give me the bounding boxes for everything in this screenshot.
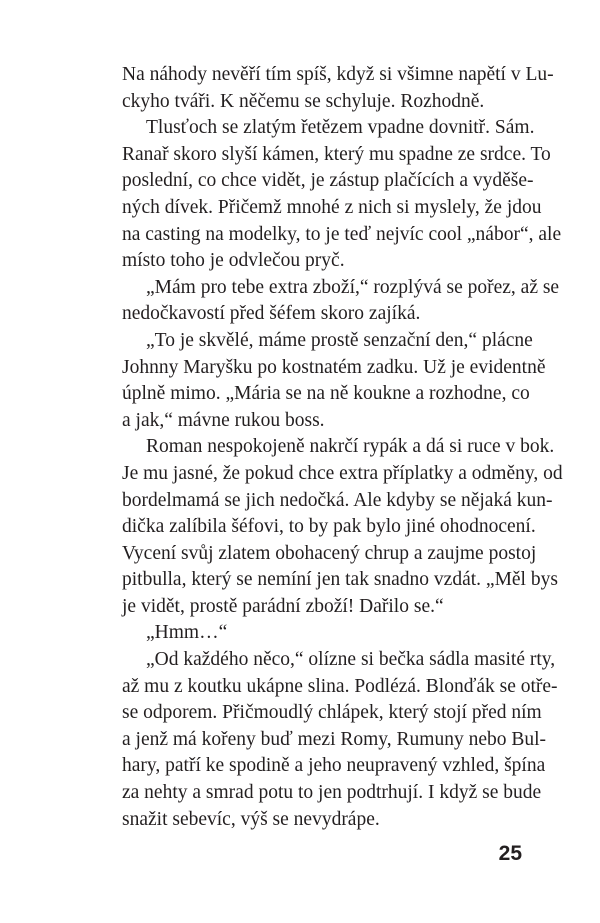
text-line: úplně mimo. „Mária se na ně koukne a rozhodne, co	[122, 383, 530, 405]
text-line: a jak,“ mávne rukou boss.	[122, 409, 325, 431]
text-line: pitbulla, který se nemíní jen tak snadno vzdát. „Měl bys	[122, 569, 558, 591]
text-line: „To je skvělé, máme prostě senzační den,“ plácne	[146, 329, 533, 351]
paragraph	[122, 62, 554, 115]
paragraph	[122, 328, 546, 434]
text-line: Johnny Maryšku po kostnatém zadku. Už je evidentně	[122, 356, 546, 378]
text-line: Ranař skoro slyší kámen, který mu spadne ze srdce. To	[122, 143, 551, 165]
text-line: „Od každého něco,“ olízne si bečka sádla masité rty,	[146, 649, 556, 671]
text-line: hary, patří ke spodině a jeho neupravený vzhled, špína	[122, 755, 546, 777]
text-line: ckyho tváři. K něčemu se schyluje. Rozhodně.	[122, 90, 485, 112]
paragraph	[122, 620, 522, 647]
text-line: Na náhody nevěří tím spíš, když si všimne napětí v Lu-	[122, 64, 554, 85]
text-line: a jenž má kořeny buď mezi Romy, Rumuny nebo Bul-	[122, 728, 547, 750]
text-line: nedočkavostí před šéfem skoro zajíká.	[122, 303, 421, 325]
body-text	[122, 62, 563, 833]
text-line: snažit sebevíc, výš se nevydrápe.	[122, 808, 380, 830]
text-line: Roman nespokojeně nakrčí rypák a dá si ruce v bok.	[146, 436, 555, 458]
page-number: 25	[498, 842, 522, 865]
text-line: Je mu jasné, že pokud chce extra příplatky a odměny, od	[122, 462, 563, 484]
text-line: ných dívek. Přičemž mnohé z nich si myslely, že jdou	[122, 196, 542, 218]
text-line: na casting na modelky, to je teď nejvíc cool „nábor“, ale	[122, 223, 562, 245]
paragraph	[122, 434, 563, 620]
text-line: poslední, co chce vidět, je zástup plačících a vyděše-	[122, 170, 534, 192]
text-line: až mu z koutku ukápne slina. Podlézá. Blonďák se otře-	[122, 675, 558, 697]
text-line: Vycení svůj zlatem obohacený chrup a zaujme postoj	[122, 542, 537, 564]
text-line: za nehty a smrad potu to jen podtrhují. I když se bude	[122, 782, 542, 804]
text-line: je vidět, prostě parádní zboží! Dařilo se.“	[122, 595, 444, 617]
paragraph	[122, 275, 560, 328]
text-line: Tlusťoch se zlatým řetězem vpadne dovnitř. Sám.	[146, 117, 535, 139]
text-line: místo toho je odvlečou pryč.	[122, 250, 345, 272]
paragraph	[122, 647, 558, 833]
paragraph	[122, 115, 562, 275]
text-line: „Mám pro tebe extra zboží,“ rozplývá se pořez, až se	[146, 276, 560, 298]
text-line: bordelmamá se jich nedočká. Ale kdyby se nějaká kun-	[122, 489, 553, 511]
text-line: dička zalíbila šéfovi, to by pak bylo jiné ohodnocení.	[122, 516, 536, 538]
text-line: se odporem. Přičmoudlý chlápek, který stojí před ním	[122, 702, 542, 724]
text-line: „Hmm…“	[146, 622, 228, 644]
